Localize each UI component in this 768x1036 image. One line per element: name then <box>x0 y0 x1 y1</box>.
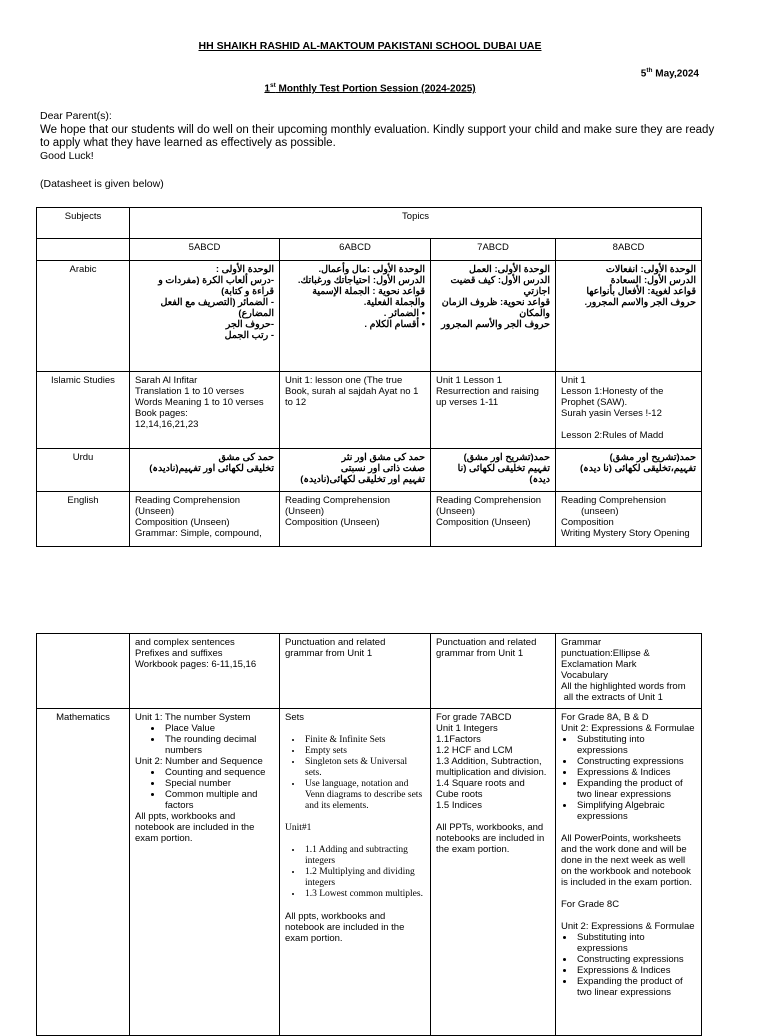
text-line: Surah yasin Verses !-12 <box>561 408 662 419</box>
text-line: -حروف الجر <box>225 319 274 330</box>
text-line: 1.4 Square roots and Cube roots <box>436 778 525 800</box>
english-cont-grade-8 <box>556 634 702 709</box>
arabic-grade-5 <box>130 261 280 372</box>
english-cont-grade-5 <box>130 634 280 709</box>
grade-5-header: 5ABCD <box>130 239 280 261</box>
bullet-list <box>285 735 425 812</box>
text-line: 1.5 Indices <box>436 800 482 811</box>
list-item: • Counting and sequence <box>163 767 274 778</box>
list-item: • Expressions & Indices <box>575 767 696 778</box>
list-item: • Common multiple and factors <box>163 789 274 811</box>
urdu-grade-5 <box>130 449 280 492</box>
list-item: • The rounding decimal numbers <box>163 734 274 756</box>
subject-islamic-studies: Islamic Studies <box>37 372 130 449</box>
math-grade-5 <box>130 709 280 1036</box>
text-line: (Unseen) <box>285 506 325 517</box>
text-line: Vocabulary <box>561 670 609 681</box>
text-line: Unit 2: Number and Sequence <box>135 756 263 767</box>
document-date <box>641 67 699 79</box>
spacer <box>561 419 696 430</box>
text-line: تفہیم،تخلیقی لکھائی (نا دیدہ) <box>580 463 696 474</box>
text-line: Translation 1 to 10 verses <box>135 386 244 397</box>
list-item: • Substituting into expressions <box>575 932 696 954</box>
text-line: تفہیم اور تخلیقی لکھائی(نادیدہ) <box>300 474 425 485</box>
text-line: all the extracts of Unit 1 <box>561 692 663 703</box>
text-line: حمد(تشریح اور مشق) <box>463 452 550 463</box>
list-item: • Use language, notation and Venn diagrams to describe sets and its elements. <box>303 779 425 812</box>
text-line: Sets <box>285 712 305 723</box>
text-line: الدرس الأول: احتياجاتك ورغباتك. <box>297 275 425 286</box>
text-line: الوحدة الأولى : <box>215 264 274 275</box>
text-line: 12,14,16,21,23 <box>135 419 199 430</box>
text-line: حروف الجر والاسم المجرور. <box>584 297 696 308</box>
text-line: Unit 1 Lesson 1 <box>436 375 503 386</box>
spacer <box>561 822 696 833</box>
school-title: HH SHAIKH RASHID AL-MAKTOUM PAKISTANI SCHOOL DUBAI UAE <box>198 40 542 52</box>
urdu-grade-6 <box>280 449 431 492</box>
subject-arabic: Arabic <box>37 261 130 372</box>
text-line: Grammar <box>561 637 602 648</box>
text-line: تفہیم تخلیقی لکھائی (نا دیدہ) <box>457 463 550 485</box>
text-line: For Grade 8A, B & D <box>561 712 649 723</box>
list-item: • Expanding the product of two linear expressions <box>575 778 696 800</box>
spacer <box>436 811 550 822</box>
text-line: All the highlighted words from <box>561 681 686 692</box>
text-line: For Grade 8C <box>561 899 620 910</box>
bullet-list <box>135 767 274 811</box>
subtitle-num: 1 <box>264 83 270 95</box>
text-line: For grade 7ABCD <box>436 712 512 723</box>
blank-cell <box>37 239 130 261</box>
math-grade-7 <box>431 709 556 1036</box>
spacer <box>561 910 696 921</box>
english-grade-8 <box>556 492 702 547</box>
text-line: Exclamation Mark <box>561 659 637 670</box>
date-day: 5 <box>640 68 647 80</box>
text-line: Composition <box>561 517 614 528</box>
text-line: All PowerPoints, worksheets and the work done and will be done in the next week as well on the workbook and notebook is included in the exam portion. <box>561 833 692 888</box>
text-line: Composition (Unseen) <box>285 517 380 528</box>
grade-6-header: 6ABCD <box>280 239 431 261</box>
text-line: Composition (Unseen) <box>436 517 531 528</box>
text-line: Lesson 1:Honesty of the Prophet (SAW). <box>561 386 664 408</box>
islamic-grade-7 <box>431 372 556 449</box>
text-line: Reading Comprehension <box>285 495 391 506</box>
text-line: قواعد لغوية: الأفعال بأنواعها <box>586 286 696 297</box>
text-line: الدرس الأول: السعادة <box>610 275 696 286</box>
text-line: Prefixes and suffixes <box>135 648 223 659</box>
text-line: الدرس الأول: كيف قضيت اجازتي <box>450 275 550 297</box>
bullet-list <box>285 845 425 900</box>
list-item: • Place Value <box>163 723 274 734</box>
text-line: Writing Mystery Story Opening <box>561 528 690 539</box>
text-line: Unit 2: Expressions & Formulae <box>561 723 695 734</box>
text-line: Unit 1 <box>561 375 586 386</box>
spacer <box>285 723 425 735</box>
list-item: • 1.3 Lowest common multiples. <box>303 889 425 900</box>
urdu-grade-7 <box>431 449 556 492</box>
text-line: Unit 1 Integers <box>436 723 498 734</box>
list-item: • Special number <box>163 778 274 789</box>
subtitle-suffix: st <box>269 82 276 89</box>
spacer <box>285 900 425 911</box>
text-line: Composition (Unseen) <box>135 517 230 528</box>
list-item: • Expanding the product of two linear expressions <box>575 976 696 998</box>
text-line: and complex sentences <box>135 637 235 648</box>
text-line: Reading Comprehension <box>135 495 241 506</box>
arabic-grade-8 <box>556 261 702 372</box>
english-grade-5 <box>130 492 280 547</box>
text-line: • أقسام الكلام . <box>364 319 425 330</box>
list-item: • Constructing expressions <box>575 954 696 965</box>
math-grade-6 <box>280 709 431 1036</box>
subjects-header: Subjects <box>37 208 130 239</box>
grade-8-header: 8ABCD <box>556 239 702 261</box>
portion-table-page1 <box>36 207 702 547</box>
text-line: Unit 1: lesson one (The true Book, surah al sajdah Ayat no 1 to 12 <box>285 375 419 408</box>
list-item: • Finite & Infinite Sets <box>303 735 425 746</box>
text-line: All ppts, workbooks and notebook are included in the exam portion. <box>285 911 405 944</box>
text-line: قواعد نحوية: ظروف الزمان والمكان <box>441 297 550 319</box>
islamic-grade-5 <box>130 372 280 449</box>
grade-7-header: 7ABCD <box>431 239 556 261</box>
english-cont-grade-6 <box>280 634 431 709</box>
text-line: Workbook pages: 6-11,15,16 <box>135 659 257 670</box>
text-line: 1.2 HCF and LCM <box>436 745 513 756</box>
text-line: Unit 1: The number System <box>135 712 251 723</box>
urdu-grade-8 <box>556 449 702 492</box>
text-line: 1.1Factors <box>436 734 481 745</box>
text-line: All ppts, workbooks and notebook are included in the exam portion. <box>135 811 255 844</box>
subject-urdu: Urdu <box>37 449 130 492</box>
arabic-grade-6 <box>280 261 431 372</box>
list-item: • Empty sets <box>303 746 425 757</box>
text-line: حمد(تشریح اور مشق) <box>609 452 696 463</box>
list-item: • Substituting into expressions <box>575 734 696 756</box>
text-line: Unit 2: Expressions & Formulae <box>561 921 695 932</box>
text-line: Unit#1 <box>285 823 312 833</box>
subject-english: English <box>37 492 130 547</box>
english-cont-grade-7 <box>431 634 556 709</box>
list-item: • Expressions & Indices <box>575 965 696 976</box>
subject-mathematics: Mathematics <box>37 709 130 1036</box>
list-item: • Simplifying Algebraic expressions <box>575 800 696 822</box>
bullet-list <box>135 723 274 756</box>
math-grade-8 <box>556 709 702 1036</box>
blank-cell <box>37 634 130 709</box>
text-line: الوحدة الأولى :مال وأعمال. <box>318 264 425 275</box>
date-suffix: th <box>646 67 653 74</box>
text-line: الوحدة الأولى: انفعالات <box>605 264 696 275</box>
text-line: الوحدة الأولى: العمل <box>469 264 550 275</box>
date-rest: May,2024 <box>652 68 699 80</box>
text-line: Sarah Al Infitar <box>135 375 198 386</box>
subtitle-rest: Monthly Test Portion Session (2024-2025) <box>275 83 476 95</box>
islamic-grade-8 <box>556 372 702 449</box>
text-line: 1.3 Addition, Subtraction, multiplication and division. <box>436 756 547 778</box>
list-item: • Singleton sets & Universal sets. <box>303 757 425 779</box>
text-line: حمد کی مشق اور نثر <box>341 452 425 463</box>
test-portion-title <box>0 82 740 94</box>
bullet-list <box>561 734 696 822</box>
salutation: Dear Parent(s): <box>40 110 112 122</box>
arabic-grade-7 <box>431 261 556 372</box>
text-line: • الضمائر . <box>383 308 425 319</box>
text-line: حمد کی مشق <box>218 452 274 463</box>
good-luck: Good Luck! <box>40 150 94 162</box>
spacer <box>561 888 696 899</box>
intro-paragraph: We hope that our students will do well on their upcoming monthly evaluation. Kindly support your child and make sure they are ready to apply what they have learned as effectively as possible. <box>40 124 715 149</box>
text-line: Resurrection and raising up verses 1-11 <box>436 386 539 408</box>
topics-header: Topics <box>130 208 702 239</box>
spacer <box>285 812 425 823</box>
text-line: صفت ذاتی اور نسبتی <box>340 463 425 474</box>
spacer <box>285 834 425 845</box>
text-line: (unseen) <box>581 506 619 517</box>
text-line: Punctuation and related grammar from Unit 1 <box>436 637 537 659</box>
islamic-grade-6 <box>280 372 431 449</box>
datasheet-note: (Datasheet is given below) <box>40 178 164 190</box>
text-line: تخلیقی لکھائی اور تفہیم(نادیدہ) <box>149 463 274 474</box>
text-line: Punctuation and related grammar from Unit 1 <box>285 637 386 659</box>
english-grade-7 <box>431 492 556 547</box>
bullet-list <box>561 932 696 998</box>
text-line: - رتب الجمل <box>224 330 274 341</box>
english-grade-6 <box>280 492 431 547</box>
text-line: (Unseen) <box>135 506 175 517</box>
list-item: • 1.1 Adding and subtracting integers <box>303 845 425 867</box>
text-line: Lesson 2:Rules of Madd <box>561 430 664 441</box>
text-line: Grammar: Simple, compound, <box>135 528 262 539</box>
text-line: Book pages: <box>135 408 188 419</box>
text-line: All PPTs, workbooks, and notebooks are included in the exam portion. <box>436 822 545 855</box>
text-line: Reading Comprehension <box>436 495 542 506</box>
text-line: - الضمائر (التصريف مع الفعل المضارع) <box>160 297 274 319</box>
text-line: قواعد نحوية : الجملة الإسمية والجملة الفعلية. <box>312 286 425 308</box>
text-line: حروف الجر والأسم المجرور <box>441 319 550 330</box>
text-line: Reading Comprehension <box>561 495 667 506</box>
text-line: Words Meaning 1 to 10 verses <box>135 397 264 408</box>
text-line: punctuation:Ellipse & <box>561 648 650 659</box>
text-line: (Unseen) <box>436 506 476 517</box>
text-line: -درس ألعاب الكرة (مفردات و قراءة و كتابة) <box>158 275 274 297</box>
list-item: • 1.2 Multiplying and dividing integers <box>303 867 425 889</box>
list-item: • Constructing expressions <box>575 756 696 767</box>
portion-table-page2 <box>36 633 702 1036</box>
